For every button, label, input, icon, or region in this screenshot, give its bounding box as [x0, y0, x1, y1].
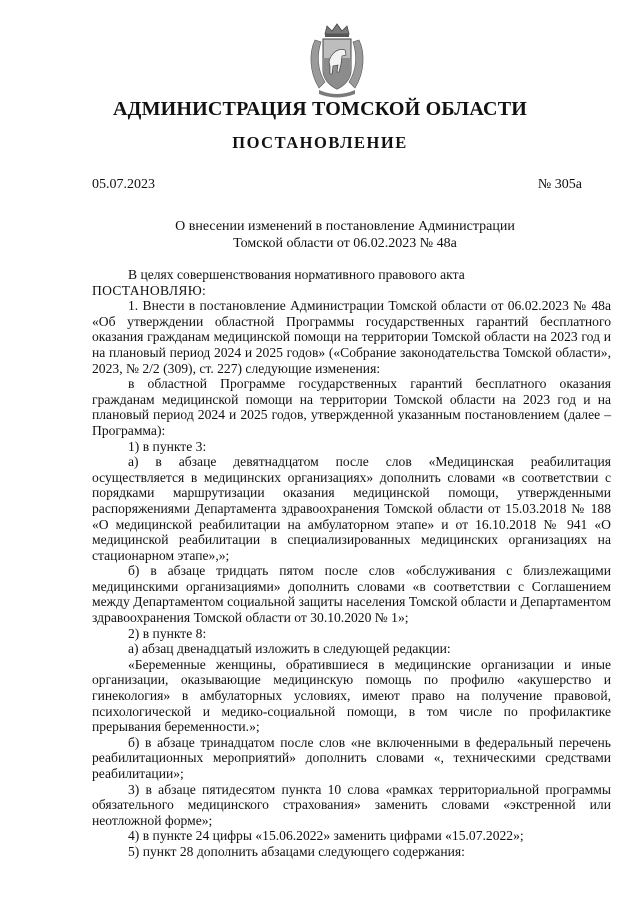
body-paragraph: а) абзац двенадцатый изложить в следующей редакции: [128, 641, 451, 657]
body-paragraph: 4) в пункте 24 цифры «15.06.2022» заменить цифрами «15.07.2022»; [128, 828, 524, 844]
document-number: № 305а [537, 177, 582, 192]
body-paragraph: в областной Программе государственных гарантий бесплатного оказания гражданам медицинской помощи на территории Томской области на 2023 год и на плановый период 2024 и 2025 годов, утвержденной указанным постановлением (далее – Программа): [92, 376, 611, 438]
body-paragraph: 5) пункт 28 дополнить абзацами следующего содержания: [128, 843, 465, 859]
subject-line: О внесении изменений в постановление Администрации [175, 219, 515, 234]
body-paragraph: а) в абзаце девятнадцатом после слов «Медицинская реабилитация осуществляется в медицинских организациях» дополнить словами «в соответствии с порядками маршрутизации оказания медицинской помощи, утвержденными распоряжениями Департамента здравоохранения Томской области от 15.03.2018 № 188 «О медицинской реабилитации на амбулаторном этапе» и от 16.10.2018 № 941 «О медицинской реабилитации в специализированных медицинских организациях на стационарном этапе»,»; [92, 454, 611, 563]
body-paragraph: б) в абзаце тридцать пятом после слов «обслуживания с близлежащими медицинскими организациями» дополнить словами «в соответствии с Соглашением между Департаментом социальной защиты населения Томской области и Департаментом здравоохранения Томской области от 30.10.2020 № 1»; [92, 563, 611, 626]
body-paragraph: 3) в абзаце пятидесятом пункта 10 слова «рамках территориальной программы обязательного медицинского страхования» заменить словами «экстренной или неотложной форме»; [92, 781, 611, 828]
preamble-paragraph: В целях совершенствования нормативного правового акта [128, 267, 465, 282]
body-paragraph: 1. Внести в постановление Администрации Томской области от 06.02.2023 № 48а «Об утверждении областной Программы государственных гарантий бесплатного оказания гражданам медицинской помощи на территории Томской области на 2023 год и на плановый период 2024 и 2025 годов» («Собрание законодательства Томской области», 2023, № 2/2 (309), ст. 227) следующие изменения: [92, 298, 611, 376]
document-type: ПОСТАНОВЛЕНИЕ [232, 133, 408, 152]
document-date: 05.07.2023 [92, 177, 155, 192]
body-paragraph: «Беременные женщины, обратившиеся в медицинские организации и иные организации, оказывающие медицинскую помощь по профилю «акушерство и гинекология» в амбулаторных условиях, имеют право на получение правовой, психологической и медико-социальной помощи, в том числе по профилактике прерывания беременности.»; [92, 656, 611, 735]
document-body [92, 267, 611, 860]
resolution-keyword: ПОСТАНОВЛЯЮ: [92, 282, 207, 298]
subject-line: Томской области от 06.02.2023 № 48а [233, 236, 457, 251]
body-paragraph: 2) в пункте 8: [128, 625, 207, 641]
body-paragraph: 1) в пункте 3: [128, 438, 207, 454]
organization-title: АДМИНИСТРАЦИЯ ТОМСКОЙ ОБЛАСТИ [112, 98, 528, 120]
body-paragraph: б) в абзаце тринадцатом после слов «не включенными в федеральный перечень реабилитационных мероприятий» дополнить словами «, техническими средствами реабилитации»; [92, 734, 611, 781]
coat-of-arms-icon [305, 22, 369, 98]
document-subject [150, 218, 540, 252]
